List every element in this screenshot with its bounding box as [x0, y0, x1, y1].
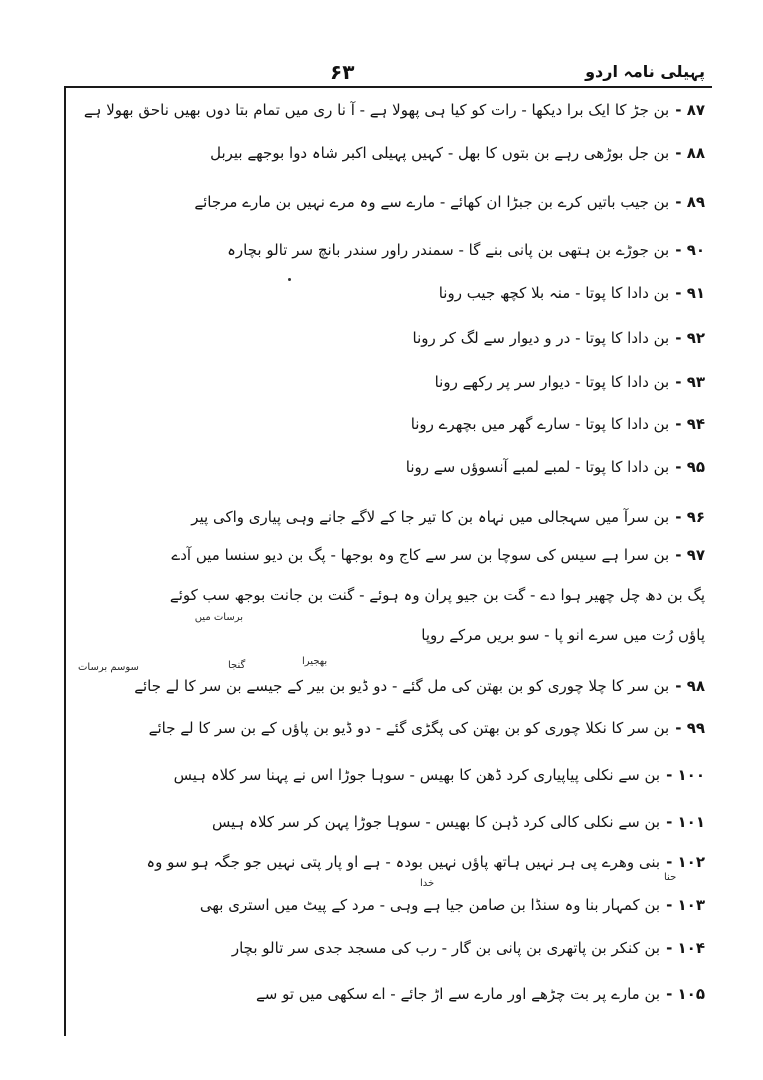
- entry-92: [413, 328, 705, 348]
- interlinear-gloss: بھجیرا: [302, 656, 328, 667]
- entry-number: ۱۰۰ -: [666, 766, 705, 784]
- entry-text: بن سرا ہے سیس کی سوچا بن سر سے کاج وہ بوجھا - پگ بن دیو سنسا میں آدے: [171, 546, 670, 564]
- entry-90: [227, 240, 705, 260]
- entry-104: [232, 938, 705, 958]
- entry-97-line-2: [170, 585, 705, 605]
- entry-number: ۹۲ -: [675, 329, 705, 347]
- entry-text: بن جیب باتیں کرے بن جبڑا ان کھائے - مارے سے وہ مرے نہیں بن مارے مرجائے: [194, 193, 670, 211]
- entry-102: [146, 852, 705, 872]
- entry-text: بن سرآ میں سہجالی میں نہاہ بن کا تیر جا کے لاگے جانے وہی پیاری واکی پیر: [191, 508, 670, 526]
- interlinear-gloss: گنجا: [228, 660, 246, 671]
- entry-number: ۸۹ -: [675, 193, 705, 211]
- entry-96: [191, 507, 705, 527]
- entry-number: ۱۰۱ -: [666, 813, 705, 831]
- interlinear-gloss: خدا: [420, 878, 435, 889]
- running-title: پہیلی نامہ اردو: [585, 62, 705, 81]
- entry-100: [174, 765, 705, 785]
- entry-number: ۸۸ -: [675, 144, 705, 162]
- entry-text: بن سے نکلی پیاپیاری کرد ڈھن کا بھیس - سوہا جوڑا اس نے پہنا سر کلاہ ہیس: [173, 766, 661, 784]
- entry-text: بن کمہار بنا وہ سنڈا بن صامن جیا ہے وہی - مرد کے پیٹ میں استری بھی: [199, 896, 661, 914]
- entry-number: ۹۶ -: [675, 508, 705, 526]
- entry-text: بن سر کا نکلا چوری کو بن بھتن کی پگڑی گئے - دو ڈیو بن پاؤں کے بن سر کا لے جائے: [148, 719, 670, 737]
- entry-88: [210, 143, 705, 163]
- entry-number: ۹۵ -: [675, 458, 705, 476]
- margin-gloss: سوسم برسات: [78, 662, 139, 673]
- entry-99: [149, 718, 705, 738]
- entry-number: ۹۰ -: [675, 241, 705, 259]
- entry-number: ۹۷ -: [675, 546, 705, 564]
- entry-97-line-3: [421, 625, 705, 645]
- page-number: ۶۳: [330, 60, 355, 84]
- ink-dot: [288, 278, 291, 281]
- entry-text: بن جل بوڑھی رہے بن بتوں کا بھل - کہیں پہیلی اکبر شاہ دوا بوجھے بیربل: [210, 144, 670, 162]
- entry-number: ۹۹ -: [675, 719, 705, 737]
- entry-97: [171, 545, 705, 565]
- entry-text: بن دادا کا پوتا - لمبے لمبے آنسوؤں سے رونا: [405, 458, 670, 476]
- entry-number: ۹۳ -: [675, 373, 705, 391]
- entry-95: [406, 457, 705, 477]
- entry-93: [435, 372, 705, 392]
- entry-89: [194, 192, 705, 212]
- entry-text: بن سے نکلی کالی کرد ڈہن کا بھیس - سوہا جوڑا پہن کر سر کلاہ ہیس: [211, 813, 661, 831]
- entry-text: بن دادا کا پوتا - سارے گھر میں بچھرے رونا: [410, 415, 670, 433]
- entry-text: بن دادا کا پوتا - در و دیوار سے لگ کر رونا: [412, 329, 670, 347]
- entry-number: ۹۸ -: [675, 677, 705, 695]
- entry-105: [256, 984, 705, 1004]
- entry-text: پاؤں رُت میں سرے انو پا - سو بریں مرکے روپا: [421, 626, 705, 644]
- entry-103: [200, 895, 705, 915]
- entry-101: [212, 812, 705, 832]
- entry-number: ۱۰۲ -: [666, 853, 705, 871]
- entry-87: [84, 100, 705, 120]
- entry-text: پگ بن دھ چل چھیر ہوا دے - گت بن جیو پران وہ ہوئے - گنت بن جانت بوجھ سب کوئے: [169, 586, 705, 604]
- entry-number: ۹۴ -: [675, 415, 705, 433]
- entry-text: بن سر کا چلا چوری کو بن بھتن کی مل گئے - دو ڈیو بن بیر کے جیسے بن سر کا لے جائے: [134, 677, 670, 695]
- entry-98: [134, 676, 705, 696]
- entry-text: بن دادا کا پوتا - دیوار سر پر رکھے رونا: [434, 373, 670, 391]
- entry-94: [411, 414, 705, 434]
- entry-text: بن مارے پر بت چڑھے اور مارے سے اڑ جائے - اے سکھی میں تو سے: [255, 985, 661, 1003]
- entry-number: ۱۰۴ -: [666, 939, 705, 957]
- entry-text: بن جڑ کا ایک برا دیکھا - رات کو کیا ہی پھولا ہے - آ نا ری میں تمام بتا دوں بھیں ناحق بھولا ہے: [83, 101, 670, 119]
- entry-number: ۱۰۳ -: [666, 896, 705, 914]
- margin-gloss: برسات میں: [194, 612, 243, 623]
- margin-gloss: حنا: [664, 872, 677, 883]
- entry-number: ۸۷ -: [675, 101, 705, 119]
- entry-text: بن دادا کا پوتا - منہ بلا کچھ جیب رونا: [438, 284, 670, 302]
- entry-text: بن کنکر بن پاتھری بن پانی بن گار - رب کی مسجد جدی سر تالو بچار: [231, 939, 661, 957]
- entry-text: بن جوڑے بن ہتھی بن پانی بنے گا - سمندر راور سندر بانچ سر تالو بچارہ: [227, 241, 670, 259]
- entry-91: [439, 283, 705, 303]
- entry-text: بنی وھرے پی ہر نہیں ہاتھ پاؤں نہیں بودہ - ہے او پار پتی نہیں جو جگہ ہو سو وہ: [146, 853, 661, 871]
- entry-number: ۹۱ -: [675, 284, 705, 302]
- entry-number: ۱۰۵ -: [666, 985, 705, 1003]
